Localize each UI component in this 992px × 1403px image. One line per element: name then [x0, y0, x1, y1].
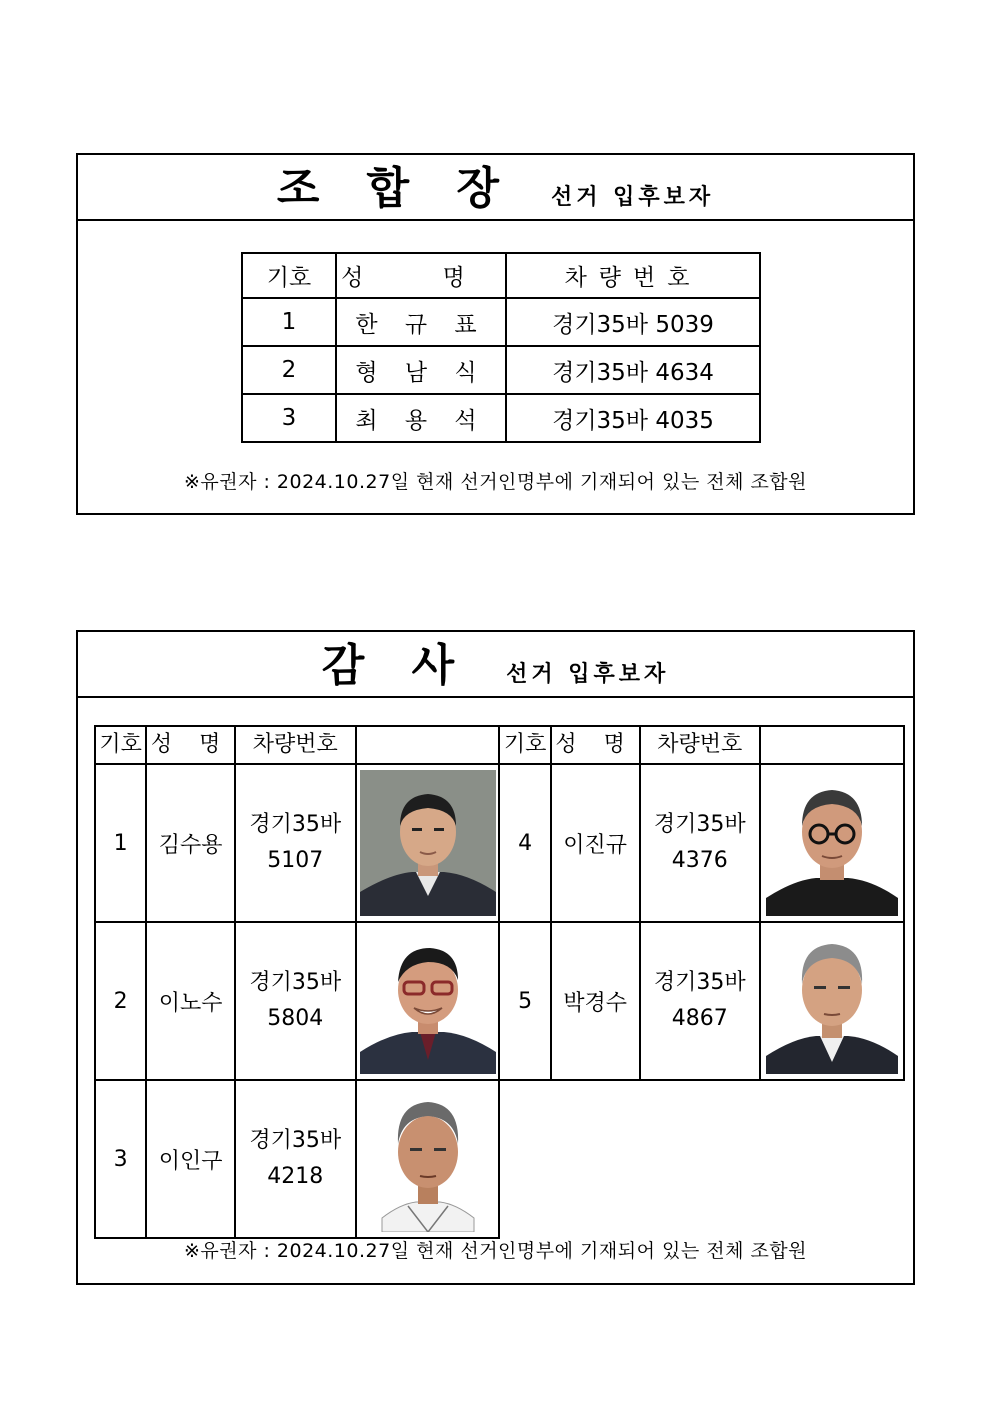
auditor-subtitle: 선거 입후보자	[506, 662, 670, 687]
auditor-table	[94, 725, 905, 1239]
table-header-row	[242, 253, 760, 298]
auditor-section	[76, 630, 915, 1285]
header-name: 성 명	[146, 726, 235, 764]
candidate-photo	[356, 922, 500, 1080]
candidate-number: 5	[499, 922, 550, 1080]
candidate-car-number: 경기35바 5039	[506, 298, 760, 346]
candidate-car-number: 경기35바 4035	[506, 394, 760, 442]
header-number: 기호	[499, 726, 550, 764]
empty-cell	[499, 1080, 904, 1238]
union-head-header	[78, 155, 913, 221]
candidate-photo	[760, 922, 904, 1080]
candidate-photo	[356, 1080, 500, 1238]
candidate-number: 4	[499, 764, 550, 922]
header-car-number: 차량번호	[640, 726, 761, 764]
header-name: 성 명	[336, 253, 506, 298]
candidate-number: 1	[242, 298, 336, 346]
portrait-image	[360, 928, 496, 1074]
portrait-image	[764, 770, 900, 916]
candidate-name: 이인구	[146, 1080, 235, 1238]
portrait-image	[360, 770, 496, 916]
candidate-number: 2	[95, 922, 146, 1080]
candidate-name: 박경수	[551, 922, 640, 1080]
auditor-title: 감 사	[321, 640, 471, 691]
candidate-photo	[356, 764, 500, 922]
header-photo	[760, 726, 904, 764]
car-digits: 4376	[671, 848, 728, 874]
union-head-subtitle: 선거 입후보자	[550, 185, 715, 210]
candidate-car-number	[640, 922, 761, 1080]
voter-note: ※유권자 : 2024.10.27일 현재 선거인명부에 기재되어 있는 전체 조합원	[183, 1240, 808, 1262]
voter-note: ※유권자 : 2024.10.27일 현재 선거인명부에 기재되어 있는 전체 조합원	[183, 471, 808, 493]
union-head-title: 조 합 장	[276, 163, 515, 214]
union-head-table	[241, 252, 761, 443]
candidate-car-number	[235, 922, 356, 1080]
header-photo	[356, 726, 500, 764]
candidate-name: 형 남 식	[336, 346, 506, 394]
car-digits: 4867	[671, 1006, 728, 1032]
candidate-car-number: 경기35바 4634	[506, 346, 760, 394]
table-row	[242, 394, 760, 442]
candidate-number: 1	[95, 764, 146, 922]
candidate-photo	[760, 764, 904, 922]
candidate-car-number	[640, 764, 761, 922]
candidate-name: 김수용	[146, 764, 235, 922]
car-digits: 5107	[267, 848, 324, 874]
car-prefix: 경기35바	[249, 1128, 342, 1153]
table-row	[242, 346, 760, 394]
portrait-image	[360, 1086, 496, 1232]
car-prefix: 경기35바	[653, 812, 746, 837]
candidate-name: 이진규	[551, 764, 640, 922]
candidate-name: 최 용 석	[336, 394, 506, 442]
union-head-section	[76, 153, 915, 515]
car-prefix: 경기35바	[653, 970, 746, 995]
table-header-row	[95, 726, 904, 764]
table-row	[95, 922, 904, 1080]
car-digits: 5804	[267, 1006, 324, 1032]
candidate-number: 3	[242, 394, 336, 442]
car-digits: 4218	[267, 1164, 324, 1190]
candidate-number: 2	[242, 346, 336, 394]
header-number: 기호	[95, 726, 146, 764]
candidate-number: 3	[95, 1080, 146, 1238]
candidate-name: 한 규 표	[336, 298, 506, 346]
candidate-name: 이노수	[146, 922, 235, 1080]
auditor-header	[78, 632, 913, 698]
header-number: 기호	[242, 253, 336, 298]
car-prefix: 경기35바	[249, 970, 342, 995]
header-name: 성 명	[551, 726, 640, 764]
header-car-number: 차량번호	[235, 726, 356, 764]
candidate-car-number	[235, 764, 356, 922]
table-row	[95, 1080, 904, 1238]
header-car-number: 차량번호	[506, 253, 760, 298]
portrait-image	[764, 928, 900, 1074]
table-row	[242, 298, 760, 346]
table-row	[95, 764, 904, 922]
candidate-car-number	[235, 1080, 356, 1238]
car-prefix: 경기35바	[249, 812, 342, 837]
